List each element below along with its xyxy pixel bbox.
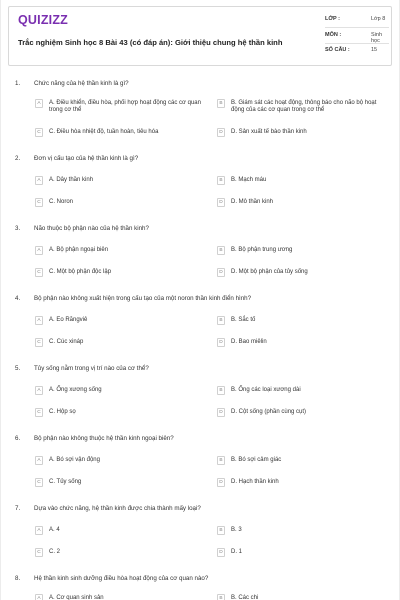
meta-grade-label: LỚP : — [325, 16, 340, 22]
option-text: C. Tủy sống — [49, 479, 82, 485]
option-letter-badge: B — [217, 456, 225, 465]
option-text: A. Bó sợi vận động — [49, 457, 100, 463]
option-letter-badge: D — [217, 268, 225, 277]
option-text: C. 2 — [49, 549, 61, 555]
option-text: C. Cúc xináp — [49, 339, 84, 345]
option-letter-badge: C — [35, 478, 43, 487]
option-text: C. Noron — [49, 199, 74, 205]
worksheet-title: Trắc nghiệm Sinh học 8 Bài 43 (có đáp án): Giới thiệu chung hệ thần kinh — [18, 38, 283, 47]
question-text: Bộ phận nào không xuất hiện trong cấu tạo của một noron thần kinh điển hình? — [34, 295, 252, 302]
option-text: D. Sản xuất tế bào thần kinh — [231, 129, 307, 135]
question-text: Bộ phận nào không thuộc hệ thần kinh ngoại biên? — [34, 435, 174, 442]
option-letter-badge: B — [217, 316, 225, 325]
option-letter-badge: A — [35, 316, 43, 325]
question-number: 5. — [15, 365, 21, 372]
option-text: A. Eo Răngviê — [49, 317, 88, 323]
option-letter-badge: D — [217, 548, 225, 557]
option-text: C. Điều hòa nhiệt độ, tuần hoàn, tiêu hóa — [49, 129, 159, 135]
option-letter-badge: A — [35, 176, 43, 185]
meta-grade-value: Lớp 8 — [371, 16, 386, 22]
question-text: Hệ thần kinh sinh dưỡng điều hòa hoạt động của cơ quan nào? — [34, 575, 209, 582]
meta-subject-value: Sinh học — [371, 32, 383, 44]
option-text: A. Điều khiển, điều hòa, phối hợp hoạt động các cơ quan trong cơ thể — [49, 100, 201, 114]
option-letter-badge: B — [217, 386, 225, 395]
meta-count-value: 15 — [371, 47, 378, 53]
question-number: 7. — [15, 505, 21, 512]
option-letter-badge: B — [217, 594, 225, 600]
option-text: C. Hộp sọ — [49, 409, 76, 415]
option-letter-badge: B — [217, 526, 225, 535]
question-number: 1. — [15, 80, 21, 87]
option-letter-badge: A — [35, 526, 43, 535]
option-text: C. Một bộ phận độc lập — [49, 269, 112, 275]
option-text: B. Ống các loại xương dài — [231, 387, 301, 393]
option-letter-badge: A — [35, 386, 43, 395]
option-letter-badge: C — [35, 268, 43, 277]
option-text: B. Sắc tố — [231, 317, 256, 323]
worksheet-header — [8, 6, 392, 66]
option-text: B. 3 — [231, 527, 242, 533]
option-text: B. Mạch máu — [231, 177, 267, 183]
question-text: Chức năng của hệ thần kinh là gì? — [34, 80, 129, 87]
option-text: B. Bộ phận trung ương — [231, 247, 293, 253]
option-letter-badge: A — [35, 246, 43, 255]
option-letter-badge: C — [35, 338, 43, 347]
question-text: Tủy sống nằm trong vị trí nào của cơ thể? — [34, 365, 149, 372]
option-letter-badge: C — [35, 408, 43, 417]
question-number: 3. — [15, 225, 21, 232]
question-text: Đơn vị cấu tạo của hệ thần kinh là gì? — [34, 155, 139, 162]
question-text: Não thuộc bộ phận nào của hệ thần kinh? — [34, 225, 149, 232]
option-text: A. Cơ quan sinh sản — [49, 595, 104, 600]
option-text: D. 1 — [231, 549, 243, 555]
option-letter-badge: B — [217, 246, 225, 255]
option-text: A. Dây thần kinh — [49, 177, 94, 183]
option-text: B. Các chi — [231, 595, 259, 600]
option-text: D. Một bộ phận của tủy sống — [231, 269, 308, 275]
option-text: D. Cột sống (phần cùng cụt) — [231, 409, 307, 415]
option-text: B. Bó sợi cảm giác — [231, 457, 282, 463]
question-number: 2. — [15, 155, 21, 162]
option-text: D. Bao miêlin — [231, 339, 267, 345]
option-letter-badge: D — [217, 408, 225, 417]
meta-subject-label: MÔN : — [325, 32, 342, 38]
option-letter-badge: C — [35, 198, 43, 207]
option-letter-badge: A — [35, 99, 43, 108]
option-text: A. Ống xương sống — [49, 387, 102, 393]
option-letter-badge: D — [217, 198, 225, 207]
option-letter-badge: A — [35, 456, 43, 465]
quizizz-logo: QUIZIZZ — [18, 13, 69, 27]
option-text: A. 4 — [49, 527, 60, 533]
option-text: A. Bộ phận ngoại biên — [49, 247, 109, 253]
option-letter-badge: C — [35, 548, 43, 557]
option-letter-badge: A — [35, 594, 43, 600]
question-number: 6. — [15, 435, 21, 442]
question-text: Dựa vào chức năng, hệ thần kinh được chia thành mấy loại? — [34, 505, 201, 512]
option-letter-badge: B — [217, 99, 225, 108]
question-number: 8. — [15, 575, 21, 582]
option-letter-badge: B — [217, 176, 225, 185]
meta-divider — [325, 27, 389, 28]
question-number: 4. — [15, 295, 21, 302]
meta-divider — [325, 43, 389, 44]
option-letter-badge: D — [217, 338, 225, 347]
meta-count-label: SỐ CÂU : — [325, 47, 350, 53]
option-text: D. Mô thần kinh — [231, 199, 274, 205]
option-text: B. Giám sát các hoạt động, thông báo cho não bộ hoạt động của các cơ quan trong cơ thể — [231, 100, 377, 114]
option-letter-badge: D — [217, 478, 225, 487]
option-letter-badge: C — [35, 128, 43, 137]
option-letter-badge: D — [217, 128, 225, 137]
option-text: D. Hạch thần kinh — [231, 479, 279, 485]
